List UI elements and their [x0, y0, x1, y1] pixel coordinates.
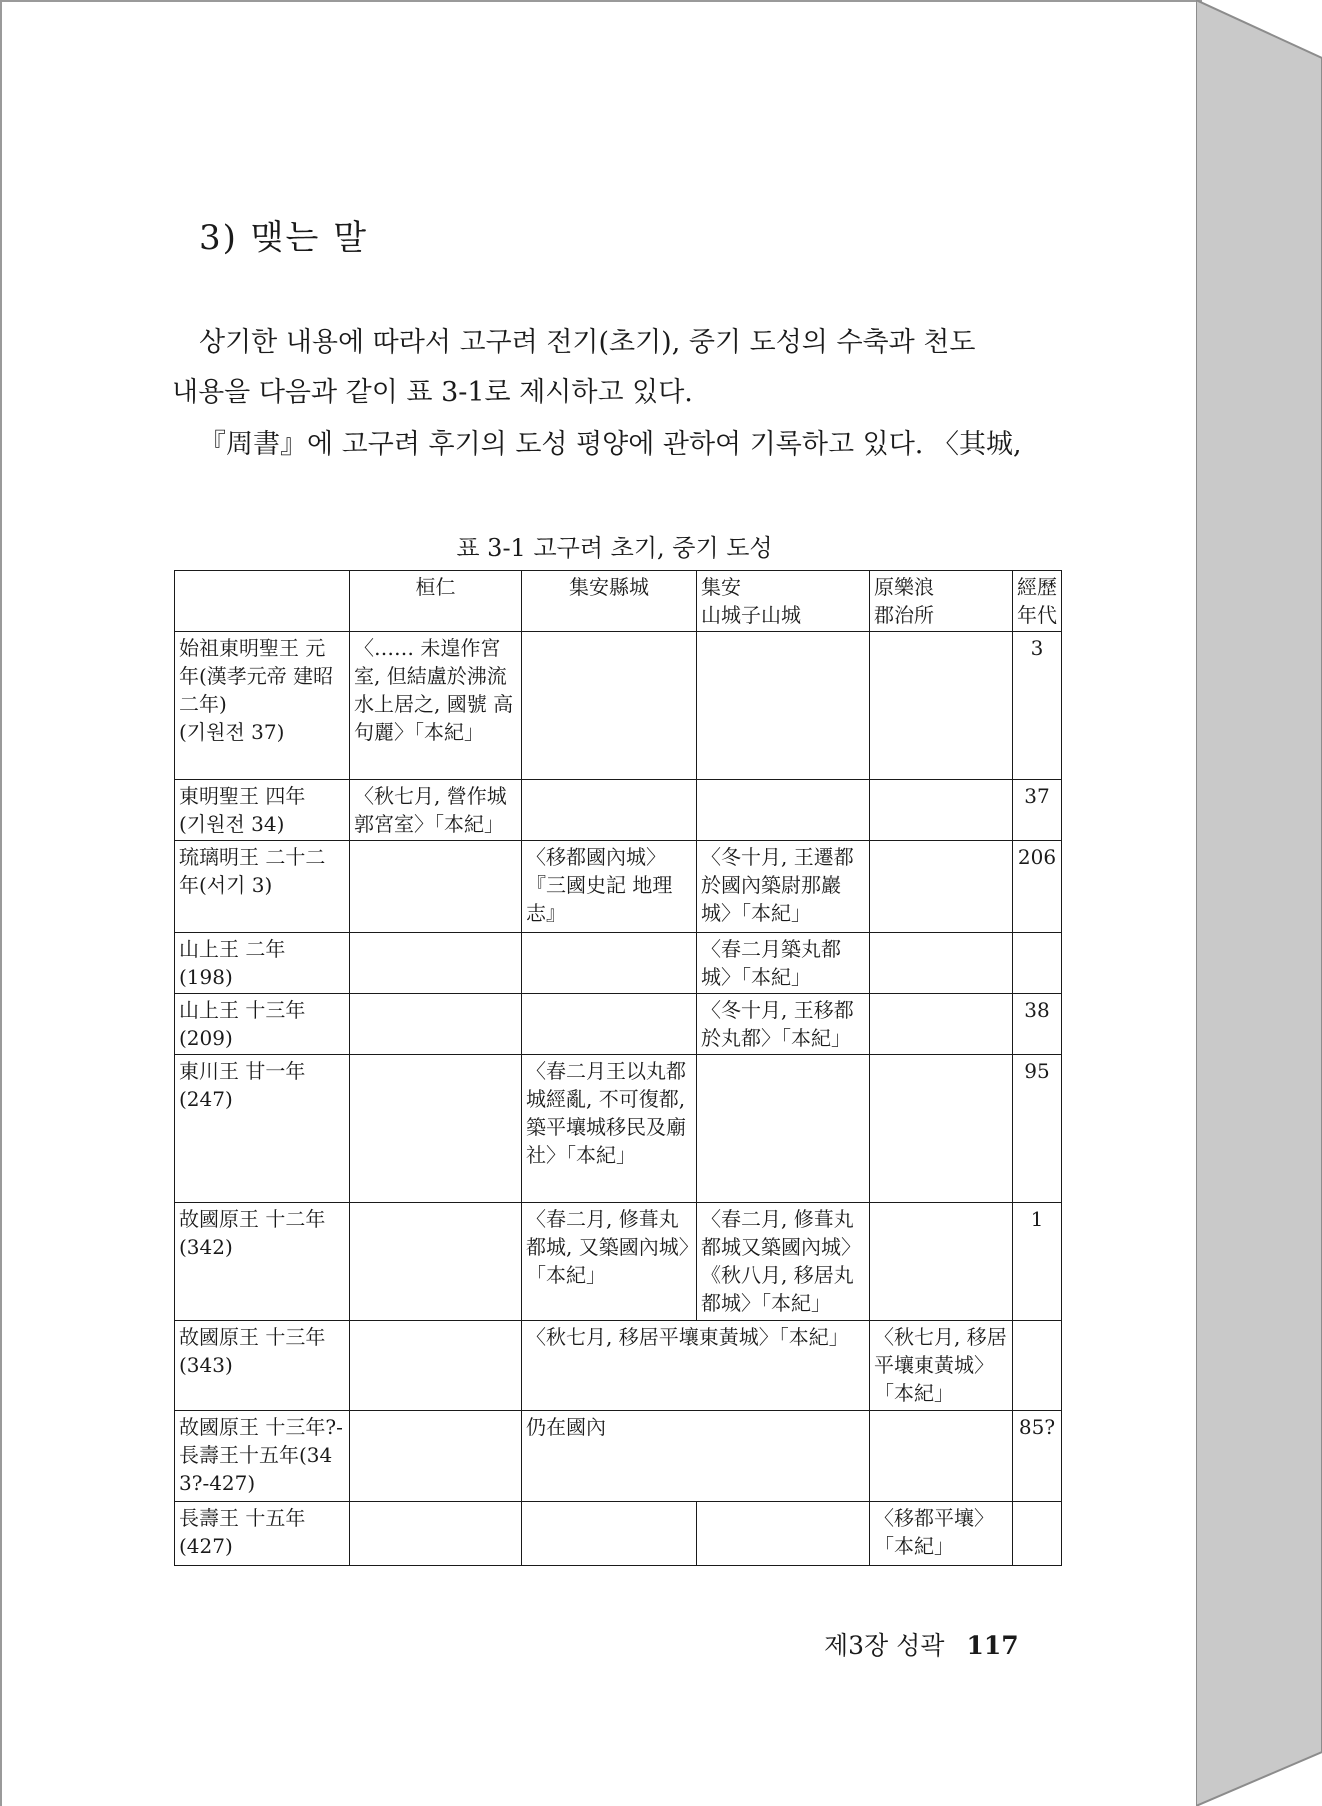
cell-lelang [870, 1411, 1013, 1502]
cell-jian-city [522, 780, 697, 841]
cell-period: 始祖東明聖王 元年(漢孝元帝 建昭二年) (기원전 37) [175, 632, 350, 780]
cell-huanren: 〈…… 未遑作宮室, 但結盧於沸流水上居之, 國號 高句麗〉「本紀」 [350, 632, 522, 780]
cell-jian-city: 〈移都國內城〉『三國史記 地理志』 [522, 841, 697, 933]
cell-period: 故國原王 十三年?-長壽王十五年(343?-427) [175, 1411, 350, 1502]
header-jian-mountain: 集安 山城子山城 [697, 571, 870, 632]
cell-jian-merged: 仍在國內 [522, 1411, 870, 1502]
table-header-row [175, 571, 1062, 632]
cell-jian-mountain: 〈冬十月, 王移都於丸都〉「本紀」 [697, 994, 870, 1055]
cell-lelang: 〈移都平壤〉「本紀」 [870, 1502, 1013, 1566]
cell-huanren [350, 994, 522, 1055]
cell-years [1013, 1321, 1062, 1411]
cell-huanren [350, 841, 522, 933]
cell-years [1013, 933, 1062, 994]
cell-years: 37 [1013, 780, 1062, 841]
header-lelang: 原樂浪 郡治所 [870, 571, 1013, 632]
paragraph-line-3: 『周書』에 고구려 후기의 도성 평양에 관하여 기록하고 있다. 〈其城, [199, 429, 1022, 460]
table-row [175, 632, 1062, 780]
cell-jian-mountain [697, 632, 870, 780]
header-jian-city: 集安縣城 [522, 571, 697, 632]
cell-period: 東川王 甘一年 (247) [175, 1055, 350, 1203]
table-row [175, 841, 1062, 933]
cell-huanren [350, 1055, 522, 1203]
cell-lelang [870, 841, 1013, 933]
cell-lelang: 〈秋七月, 移居平壤東黃城〉「本紀」 [870, 1321, 1013, 1411]
cell-period: 山上王 十三年 (209) [175, 994, 350, 1055]
cell-jian-city [522, 1502, 697, 1566]
body-paragraph-1 [172, 318, 1057, 418]
capital-table [174, 570, 1062, 1566]
cell-period: 東明聖王 四年 (기원전 34) [175, 780, 350, 841]
cell-huanren: 〈秋七月, 營作城郭宮室〉「本紀」 [350, 780, 522, 841]
body-paragraph-2 [172, 420, 1057, 470]
cell-period: 故國原王 十二年 (342) [175, 1203, 350, 1321]
header-huanren: 桓仁 [350, 571, 522, 632]
cell-lelang [870, 994, 1013, 1055]
paragraph-line-1: 상기한 내용에 따라서 고구려 전기(초기), 중기 도성의 수축과 천도 [199, 327, 976, 358]
cell-period: 長壽王 十五年 (427) [175, 1502, 350, 1566]
cell-huanren [350, 1321, 522, 1411]
chapter-label: 제3장 성곽 [824, 1631, 945, 1660]
cell-huanren [350, 1411, 522, 1502]
cell-years [1013, 1502, 1062, 1566]
table-row [175, 933, 1062, 994]
page-edge-shape [1196, 0, 1322, 1806]
cell-period: 山上王 二年 (198) [175, 933, 350, 994]
cell-huanren [350, 933, 522, 994]
table-caption: 표 3-1 고구려 초기, 중기 도성 [456, 534, 773, 562]
cell-years: 85? [1013, 1411, 1062, 1502]
page-stack-edge [1196, 0, 1322, 1806]
cell-jian-mountain [697, 1502, 870, 1566]
table-row [175, 1055, 1062, 1203]
cell-lelang [870, 1055, 1013, 1203]
cell-jian-mountain: 〈春二月築丸都城〉「本紀」 [697, 933, 870, 994]
cell-huanren [350, 1203, 522, 1321]
table-row [175, 1203, 1062, 1321]
cell-jian-mountain: 〈冬十月, 王遷都於國內築尉那巖城〉「本紀」 [697, 841, 870, 933]
cell-lelang [870, 1203, 1013, 1321]
table-row [175, 780, 1062, 841]
cell-period: 琉璃明王 二十二年(서기 3) [175, 841, 350, 933]
table-row [175, 994, 1062, 1055]
header-period [175, 571, 350, 632]
cell-jian-city [522, 994, 697, 1055]
cell-jian-merged: 〈秋七月, 移居平壤東黃城〉「本紀」 [522, 1321, 870, 1411]
header-years: 經歷 年代 [1013, 571, 1062, 632]
cell-lelang [870, 632, 1013, 780]
cell-huanren [350, 1502, 522, 1566]
cell-lelang [870, 780, 1013, 841]
page-footer [824, 1626, 1019, 1662]
cell-years: 38 [1013, 994, 1062, 1055]
cell-years: 95 [1013, 1055, 1062, 1203]
cell-jian-mountain: 〈春二月, 修葺丸都城又築國內城〉《秋八月, 移居丸都城〉「本紀」 [697, 1203, 870, 1321]
cell-period: 故國原王 十三年 (343) [175, 1321, 350, 1411]
page-number: 117 [966, 1631, 1019, 1660]
cell-jian-mountain [697, 1055, 870, 1203]
cell-lelang [870, 933, 1013, 994]
cell-years: 3 [1013, 632, 1062, 780]
cell-years: 1 [1013, 1203, 1062, 1321]
table-row [175, 1502, 1062, 1566]
section-heading: 3) 맺는 말 [199, 218, 369, 258]
cell-years: 206 [1013, 841, 1062, 933]
table-row [175, 1321, 1062, 1411]
cell-jian-city [522, 632, 697, 780]
table-row [175, 1411, 1062, 1502]
cell-jian-city [522, 933, 697, 994]
cell-jian-mountain [697, 780, 870, 841]
paragraph-line-2: 내용을 다음과 같이 표 3-1로 제시하고 있다. [172, 377, 693, 408]
cell-jian-city: 〈春二月, 修葺丸都城, 又築國內城〉「本紀」 [522, 1203, 697, 1321]
cell-jian-city: 〈春二月王以丸都城經亂, 不可復都, 築平壤城移民及廟社〉「本紀」 [522, 1055, 697, 1203]
